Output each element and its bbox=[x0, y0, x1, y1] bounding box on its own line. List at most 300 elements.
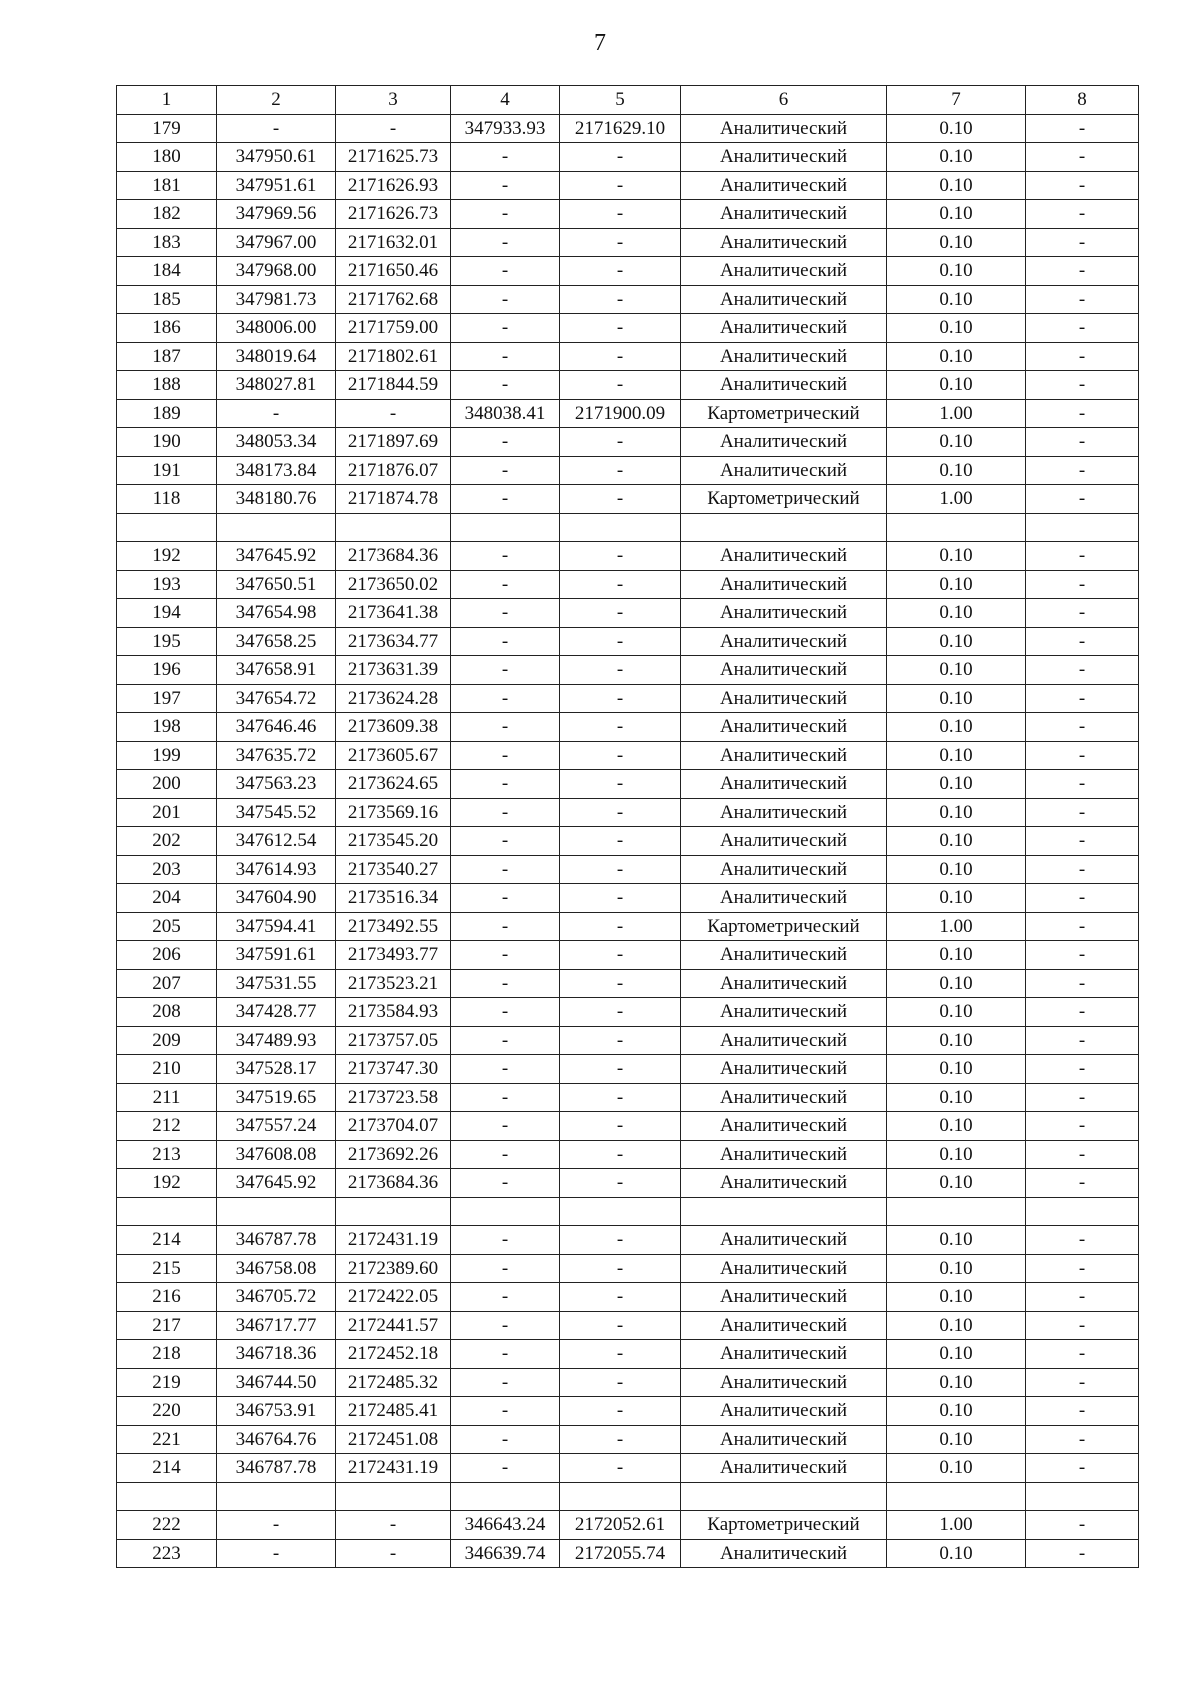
table-cell: 0.10 bbox=[887, 1425, 1026, 1454]
table-cell: Аналитический bbox=[681, 200, 887, 229]
table-cell: - bbox=[560, 798, 681, 827]
table-cell: 185 bbox=[117, 285, 217, 314]
table-cell bbox=[560, 1197, 681, 1226]
table-cell: 2173624.65 bbox=[336, 770, 451, 799]
table-cell: - bbox=[451, 428, 560, 457]
table-cell: 220 bbox=[117, 1397, 217, 1426]
table-cell: 346787.78 bbox=[217, 1226, 336, 1255]
header-cell: 8 bbox=[1026, 86, 1139, 115]
table-cell: Аналитический bbox=[681, 599, 887, 628]
table-cell: - bbox=[560, 285, 681, 314]
table-cell bbox=[887, 513, 1026, 542]
table-cell: Аналитический bbox=[681, 1397, 887, 1426]
table-cell: 2173757.05 bbox=[336, 1026, 451, 1055]
table-cell: - bbox=[1026, 1112, 1139, 1141]
table-cell: - bbox=[451, 570, 560, 599]
table-cell: 0.10 bbox=[887, 1083, 1026, 1112]
table-cell: 181 bbox=[117, 171, 217, 200]
table-cell: - bbox=[560, 1454, 681, 1483]
table-cell: 2171626.93 bbox=[336, 171, 451, 200]
table-cell: - bbox=[1026, 798, 1139, 827]
table-row bbox=[117, 1283, 1139, 1312]
table-row bbox=[117, 969, 1139, 998]
table-cell: 209 bbox=[117, 1026, 217, 1055]
table-cell: - bbox=[451, 314, 560, 343]
table-cell bbox=[117, 1197, 217, 1226]
table-cell: 211 bbox=[117, 1083, 217, 1112]
table-cell bbox=[217, 513, 336, 542]
table-cell: - bbox=[217, 399, 336, 428]
table-cell: - bbox=[560, 1283, 681, 1312]
table-cell: - bbox=[560, 684, 681, 713]
table-cell: 2173641.38 bbox=[336, 599, 451, 628]
table-cell: 347981.73 bbox=[217, 285, 336, 314]
table-cell: - bbox=[1026, 884, 1139, 913]
table-cell: Аналитический bbox=[681, 1539, 887, 1568]
table-cell bbox=[451, 1197, 560, 1226]
table-cell: 2171897.69 bbox=[336, 428, 451, 457]
table-cell: - bbox=[451, 228, 560, 257]
table-cell: - bbox=[560, 969, 681, 998]
table-cell: - bbox=[1026, 570, 1139, 599]
table-cell: - bbox=[451, 941, 560, 970]
table-cell bbox=[1026, 513, 1139, 542]
table-cell: - bbox=[451, 969, 560, 998]
table-cell: 347645.92 bbox=[217, 542, 336, 571]
table-cell: 2173569.16 bbox=[336, 798, 451, 827]
table-cell: - bbox=[451, 143, 560, 172]
table-row bbox=[117, 713, 1139, 742]
table-cell: Аналитический bbox=[681, 1140, 887, 1169]
table-row bbox=[117, 1140, 1139, 1169]
table-cell: 118 bbox=[117, 485, 217, 514]
table-cell: - bbox=[451, 1454, 560, 1483]
table-cell: - bbox=[560, 1112, 681, 1141]
table-cell: 2172389.60 bbox=[336, 1254, 451, 1283]
table-cell: 346753.91 bbox=[217, 1397, 336, 1426]
table-cell: 2172431.19 bbox=[336, 1454, 451, 1483]
table-row bbox=[117, 1083, 1139, 1112]
table-cell: - bbox=[1026, 1254, 1139, 1283]
table-cell: 1.00 bbox=[887, 912, 1026, 941]
table-cell: Аналитический bbox=[681, 456, 887, 485]
table-cell: 205 bbox=[117, 912, 217, 941]
table-cell: 186 bbox=[117, 314, 217, 343]
table-cell: - bbox=[560, 1169, 681, 1198]
table-cell: 348053.34 bbox=[217, 428, 336, 457]
table-cell: 218 bbox=[117, 1340, 217, 1369]
table-cell: - bbox=[560, 171, 681, 200]
table-cell: 347658.25 bbox=[217, 627, 336, 656]
table-cell: 346718.36 bbox=[217, 1340, 336, 1369]
table-row bbox=[117, 684, 1139, 713]
table-cell: - bbox=[1026, 1226, 1139, 1255]
table-cell: 2173545.20 bbox=[336, 827, 451, 856]
table-cell: - bbox=[560, 314, 681, 343]
table-cell: 0.10 bbox=[887, 969, 1026, 998]
table-row bbox=[117, 143, 1139, 172]
table-cell: - bbox=[560, 741, 681, 770]
table-cell: 0.10 bbox=[887, 1539, 1026, 1568]
table-cell: Аналитический bbox=[681, 143, 887, 172]
table-cell: 0.10 bbox=[887, 428, 1026, 457]
table-cell: 0.10 bbox=[887, 456, 1026, 485]
table-cell: 0.10 bbox=[887, 570, 1026, 599]
table-cell: Аналитический bbox=[681, 1055, 887, 1084]
table-cell: - bbox=[1026, 713, 1139, 742]
table-cell: - bbox=[560, 1254, 681, 1283]
table-cell bbox=[681, 513, 887, 542]
table-cell: 348173.84 bbox=[217, 456, 336, 485]
table-cell: 212 bbox=[117, 1112, 217, 1141]
header-cell: 7 bbox=[887, 86, 1026, 115]
table-cell: 0.10 bbox=[887, 143, 1026, 172]
table-cell: - bbox=[1026, 741, 1139, 770]
table-cell: 347968.00 bbox=[217, 257, 336, 286]
table-cell bbox=[681, 1197, 887, 1226]
table-cell: 346744.50 bbox=[217, 1368, 336, 1397]
table-cell: 346717.77 bbox=[217, 1311, 336, 1340]
table-cell: 346787.78 bbox=[217, 1454, 336, 1483]
table-cell: 0.10 bbox=[887, 998, 1026, 1027]
table-cell: 2171844.59 bbox=[336, 371, 451, 400]
table-cell: 2172451.08 bbox=[336, 1425, 451, 1454]
table-cell: - bbox=[560, 1026, 681, 1055]
table-cell: Аналитический bbox=[681, 371, 887, 400]
table-cell: - bbox=[560, 342, 681, 371]
table-cell: Аналитический bbox=[681, 656, 887, 685]
table-cell: Аналитический bbox=[681, 1368, 887, 1397]
table-cell: - bbox=[560, 200, 681, 229]
table-cell: 2171900.09 bbox=[560, 399, 681, 428]
table-cell: - bbox=[217, 1539, 336, 1568]
table-cell: - bbox=[560, 428, 681, 457]
table-cell: 348038.41 bbox=[451, 399, 560, 428]
table-cell: - bbox=[451, 599, 560, 628]
table-cell: - bbox=[336, 114, 451, 143]
table-cell: - bbox=[451, 1397, 560, 1426]
table-cell: - bbox=[560, 855, 681, 884]
table-row bbox=[117, 1311, 1139, 1340]
table-cell: - bbox=[1026, 314, 1139, 343]
table-cell: 0.10 bbox=[887, 1454, 1026, 1483]
table-cell: 0.10 bbox=[887, 1140, 1026, 1169]
table-cell: 2172485.41 bbox=[336, 1397, 451, 1426]
table-cell: Аналитический bbox=[681, 884, 887, 913]
table-cell: Аналитический bbox=[681, 1226, 887, 1255]
table-cell: 0.10 bbox=[887, 314, 1026, 343]
table-cell: - bbox=[560, 456, 681, 485]
table-cell: 346758.08 bbox=[217, 1254, 336, 1283]
table-cell: Аналитический bbox=[681, 342, 887, 371]
table-cell bbox=[117, 1482, 217, 1511]
table-cell: Картометрический bbox=[681, 912, 887, 941]
table-cell: - bbox=[560, 257, 681, 286]
table-cell: - bbox=[217, 1511, 336, 1540]
table-cell: 184 bbox=[117, 257, 217, 286]
table-cell: 0.10 bbox=[887, 1397, 1026, 1426]
header-cell: 1 bbox=[117, 86, 217, 115]
table-cell: - bbox=[560, 627, 681, 656]
table-cell: 2173634.77 bbox=[336, 627, 451, 656]
table-cell: - bbox=[560, 912, 681, 941]
table-cell: 0.10 bbox=[887, 1169, 1026, 1198]
table-row bbox=[117, 285, 1139, 314]
table-cell: 2172422.05 bbox=[336, 1283, 451, 1312]
table-cell: 189 bbox=[117, 399, 217, 428]
table-row bbox=[117, 228, 1139, 257]
table-cell: - bbox=[560, 1311, 681, 1340]
table-cell: 2171625.73 bbox=[336, 143, 451, 172]
table-cell: 2173523.21 bbox=[336, 969, 451, 998]
table-cell: 347658.91 bbox=[217, 656, 336, 685]
table-cell: - bbox=[560, 1340, 681, 1369]
table-row bbox=[117, 114, 1139, 143]
table-cell: 0.10 bbox=[887, 741, 1026, 770]
table-cell: - bbox=[560, 1226, 681, 1255]
table-cell bbox=[117, 513, 217, 542]
table-cell: - bbox=[336, 1539, 451, 1568]
table-cell: - bbox=[1026, 1283, 1139, 1312]
table-row bbox=[117, 1511, 1139, 1540]
table-cell: - bbox=[1026, 228, 1139, 257]
table-cell: 204 bbox=[117, 884, 217, 913]
table-cell: 191 bbox=[117, 456, 217, 485]
table-cell: - bbox=[451, 485, 560, 514]
table-cell: 2173650.02 bbox=[336, 570, 451, 599]
table-cell: - bbox=[451, 1425, 560, 1454]
table-cell: Аналитический bbox=[681, 542, 887, 571]
table-cell: - bbox=[336, 399, 451, 428]
table-cell: 1.00 bbox=[887, 485, 1026, 514]
table-cell: 0.10 bbox=[887, 713, 1026, 742]
table-row bbox=[117, 200, 1139, 229]
table-cell: Аналитический bbox=[681, 770, 887, 799]
table-row bbox=[117, 428, 1139, 457]
coordinates-table bbox=[116, 85, 1139, 1568]
table-cell: Аналитический bbox=[681, 314, 887, 343]
table-cell bbox=[336, 1197, 451, 1226]
table-cell: 2173540.27 bbox=[336, 855, 451, 884]
table-cell: - bbox=[451, 456, 560, 485]
table-cell: 190 bbox=[117, 428, 217, 457]
table-cell: 347614.93 bbox=[217, 855, 336, 884]
table-row bbox=[117, 656, 1139, 685]
table-cell: 347612.54 bbox=[217, 827, 336, 856]
table-cell: 0.10 bbox=[887, 342, 1026, 371]
table-row bbox=[117, 399, 1139, 428]
table-cell: - bbox=[1026, 684, 1139, 713]
table-cell: 0.10 bbox=[887, 627, 1026, 656]
table-cell: 215 bbox=[117, 1254, 217, 1283]
table-cell: - bbox=[1026, 456, 1139, 485]
header-row bbox=[117, 86, 1139, 115]
table-cell: 347545.52 bbox=[217, 798, 336, 827]
table-cell: - bbox=[451, 1283, 560, 1312]
table-cell: 0.10 bbox=[887, 884, 1026, 913]
table-cell bbox=[887, 1482, 1026, 1511]
table-cell: 347557.24 bbox=[217, 1112, 336, 1141]
table-cell: 183 bbox=[117, 228, 217, 257]
table-cell: - bbox=[451, 798, 560, 827]
table-cell: 347604.90 bbox=[217, 884, 336, 913]
table-cell: 0.10 bbox=[887, 599, 1026, 628]
table-cell: 2172441.57 bbox=[336, 1311, 451, 1340]
table-cell: 347531.55 bbox=[217, 969, 336, 998]
header-cell: 4 bbox=[451, 86, 560, 115]
table-cell: 1.00 bbox=[887, 1511, 1026, 1540]
table-cell: 0.10 bbox=[887, 542, 1026, 571]
table-cell: 2173747.30 bbox=[336, 1055, 451, 1084]
table-cell: Аналитический bbox=[681, 114, 887, 143]
table-cell: 207 bbox=[117, 969, 217, 998]
table-cell: - bbox=[1026, 542, 1139, 571]
table-cell: - bbox=[1026, 399, 1139, 428]
table-cell: 197 bbox=[117, 684, 217, 713]
table-cell: 0.10 bbox=[887, 684, 1026, 713]
table-cell: - bbox=[560, 713, 681, 742]
table-cell: Аналитический bbox=[681, 285, 887, 314]
table-cell: Аналитический bbox=[681, 998, 887, 1027]
table-cell: 2173704.07 bbox=[336, 1112, 451, 1141]
header-cell: 3 bbox=[336, 86, 451, 115]
table-cell: Аналитический bbox=[681, 1340, 887, 1369]
table-cell: 203 bbox=[117, 855, 217, 884]
table-cell: 2171650.46 bbox=[336, 257, 451, 286]
table-row bbox=[117, 1482, 1139, 1511]
table-cell: - bbox=[451, 171, 560, 200]
table-cell: Аналитический bbox=[681, 798, 887, 827]
table-row bbox=[117, 599, 1139, 628]
table-cell: - bbox=[1026, 1169, 1139, 1198]
table-cell: - bbox=[560, 542, 681, 571]
table-row bbox=[117, 257, 1139, 286]
table-cell: 347950.61 bbox=[217, 143, 336, 172]
table-cell: 193 bbox=[117, 570, 217, 599]
table-cell: - bbox=[1026, 1140, 1139, 1169]
table-cell: - bbox=[560, 998, 681, 1027]
table-cell: 346639.74 bbox=[451, 1539, 560, 1568]
table-cell: 219 bbox=[117, 1368, 217, 1397]
table-cell: 0.10 bbox=[887, 1368, 1026, 1397]
table-cell: - bbox=[451, 1055, 560, 1084]
table-cell: - bbox=[336, 1511, 451, 1540]
table-cell: Аналитический bbox=[681, 1112, 887, 1141]
table-cell: 2171874.78 bbox=[336, 485, 451, 514]
table-cell: 206 bbox=[117, 941, 217, 970]
table-cell: Аналитический bbox=[681, 1283, 887, 1312]
table-cell: - bbox=[1026, 1425, 1139, 1454]
table-cell bbox=[336, 1482, 451, 1511]
table-cell: 216 bbox=[117, 1283, 217, 1312]
table-cell: 2173609.38 bbox=[336, 713, 451, 742]
table-cell: 198 bbox=[117, 713, 217, 742]
table-cell: 2173692.26 bbox=[336, 1140, 451, 1169]
table-cell: 223 bbox=[117, 1539, 217, 1568]
table-cell: 0.10 bbox=[887, 114, 1026, 143]
table-cell: 2172052.61 bbox=[560, 1511, 681, 1540]
table-cell: - bbox=[451, 827, 560, 856]
table-cell: 2171626.73 bbox=[336, 200, 451, 229]
table-cell: 2173584.93 bbox=[336, 998, 451, 1027]
table-cell: 347591.61 bbox=[217, 941, 336, 970]
table-cell: 202 bbox=[117, 827, 217, 856]
table-cell: - bbox=[560, 1397, 681, 1426]
table-cell: 0.10 bbox=[887, 1112, 1026, 1141]
table-row bbox=[117, 1340, 1139, 1369]
table-row bbox=[117, 855, 1139, 884]
table-cell: 0.10 bbox=[887, 1026, 1026, 1055]
table-cell: - bbox=[1026, 599, 1139, 628]
table-cell: 346705.72 bbox=[217, 1283, 336, 1312]
table-cell: 348019.64 bbox=[217, 342, 336, 371]
table-row bbox=[117, 171, 1139, 200]
table-cell: - bbox=[1026, 969, 1139, 998]
table-cell: 0.10 bbox=[887, 1340, 1026, 1369]
table-cell: - bbox=[451, 656, 560, 685]
table-cell: 188 bbox=[117, 371, 217, 400]
table-cell: 2173605.67 bbox=[336, 741, 451, 770]
table-cell: - bbox=[451, 684, 560, 713]
table-cell bbox=[217, 1197, 336, 1226]
table-cell: - bbox=[560, 656, 681, 685]
table-cell: 2171629.10 bbox=[560, 114, 681, 143]
table-cell: 347654.72 bbox=[217, 684, 336, 713]
table-cell bbox=[451, 513, 560, 542]
table-cell: Аналитический bbox=[681, 627, 887, 656]
table-cell: 194 bbox=[117, 599, 217, 628]
table-cell: - bbox=[560, 827, 681, 856]
table-cell: - bbox=[1026, 1340, 1139, 1369]
table-row bbox=[117, 314, 1139, 343]
table-cell bbox=[560, 513, 681, 542]
table-cell: Аналитический bbox=[681, 428, 887, 457]
table-row bbox=[117, 1254, 1139, 1283]
table-cell: 210 bbox=[117, 1055, 217, 1084]
table-cell: 347608.08 bbox=[217, 1140, 336, 1169]
table-cell: - bbox=[560, 884, 681, 913]
table-cell: 2173493.77 bbox=[336, 941, 451, 970]
table-row bbox=[117, 1169, 1139, 1198]
table-row bbox=[117, 1226, 1139, 1255]
table-cell: Аналитический bbox=[681, 941, 887, 970]
table-cell: 2173684.36 bbox=[336, 1169, 451, 1198]
table-cell: 217 bbox=[117, 1311, 217, 1340]
table-cell: - bbox=[1026, 1083, 1139, 1112]
table-cell: 214 bbox=[117, 1226, 217, 1255]
table-cell: - bbox=[1026, 1511, 1139, 1540]
table-cell: - bbox=[451, 1254, 560, 1283]
table-cell: - bbox=[451, 998, 560, 1027]
table-cell: 213 bbox=[117, 1140, 217, 1169]
table-cell: 2173684.36 bbox=[336, 542, 451, 571]
table-cell: - bbox=[1026, 912, 1139, 941]
table-row bbox=[117, 485, 1139, 514]
table-cell: Аналитический bbox=[681, 171, 887, 200]
table-cell: - bbox=[560, 1368, 681, 1397]
table-cell: - bbox=[217, 114, 336, 143]
table-cell: 0.10 bbox=[887, 1055, 1026, 1084]
table-cell: Аналитический bbox=[681, 684, 887, 713]
table-cell: 192 bbox=[117, 1169, 217, 1198]
table-cell: Картометрический bbox=[681, 399, 887, 428]
table-cell: - bbox=[451, 884, 560, 913]
table-cell: 0.10 bbox=[887, 1226, 1026, 1255]
table-row bbox=[117, 1197, 1139, 1226]
table-cell: 2172452.18 bbox=[336, 1340, 451, 1369]
table-cell: 2172485.32 bbox=[336, 1368, 451, 1397]
table-cell: - bbox=[451, 1368, 560, 1397]
